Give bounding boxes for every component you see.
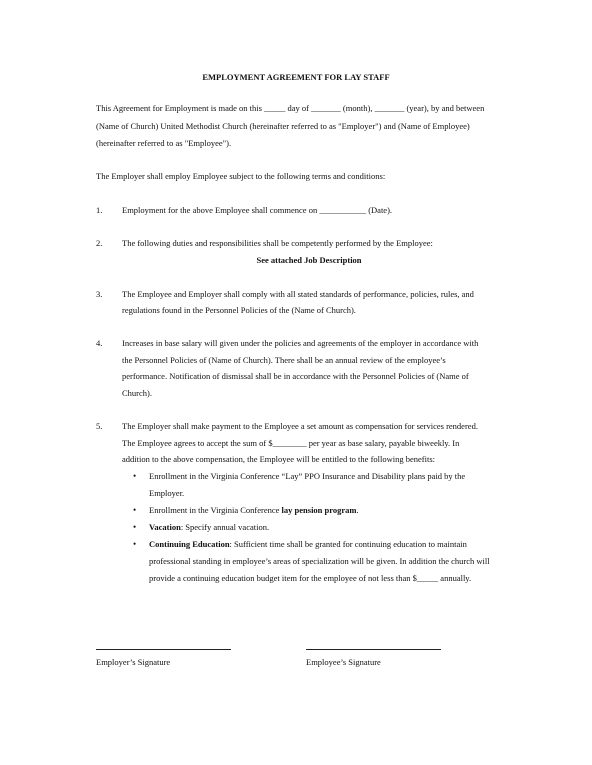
benefit-1-line-2: Employer. xyxy=(149,488,185,498)
item-3-line-1: The Employee and Employer shall comply with all stated standards of performance, policies, rules, and xyxy=(122,289,474,299)
benefit-4-first-rest: : Sufficient time shall be granted for continuing education to maintain xyxy=(229,539,467,549)
benefit-4-bold: Continuing Education xyxy=(149,539,230,549)
benefit-4-line-2: professional standing in employee’s areas of specialization will be given. In addition the church will xyxy=(149,556,490,566)
employee-signature-line[interactable] xyxy=(306,649,441,650)
bullet-2: • xyxy=(133,505,137,515)
benefit-2-suffix: . xyxy=(356,505,359,515)
item-number-3: 3. xyxy=(96,289,103,299)
intro-line-1: This Agreement for Employment is made on this _____ day of _______ (month), _______ (year), by and between xyxy=(96,103,485,113)
benefit-2 xyxy=(149,504,359,516)
employee-signature-label: Employee’s Signature xyxy=(306,657,381,667)
item-4-line-4: Church). xyxy=(122,388,152,398)
bullet-3: • xyxy=(133,522,137,532)
bullet-1: • xyxy=(133,471,137,481)
item-4-line-1: Increases in base salary will given under the policies and agreements of the employer in accordance with xyxy=(122,338,479,348)
job-description-note: See attached Job Description xyxy=(256,255,362,265)
item-4-line-2: the Personnel Policies of (Name of Church). There shall be an annual review of the employee’s xyxy=(122,355,446,365)
item-number-5: 5. xyxy=(96,421,103,431)
benefit-2-bold: lay pension program xyxy=(281,505,357,515)
item-number-1: 1. xyxy=(96,205,103,215)
item-1-line-1: Employment for the above Employee shall commence on ___________ (Date). xyxy=(122,205,393,215)
benefit-4-line-1 xyxy=(149,538,467,550)
item-4-line-3: performance. Notification of dismissal shall be in accordance with the Personnel Policies of (Name of xyxy=(122,371,469,381)
item-number-2: 2. xyxy=(96,238,103,248)
employer-signature-line[interactable] xyxy=(96,649,231,650)
item-number-4: 4. xyxy=(96,338,103,348)
item-5-line-1: The Employer shall make payment to the Employee a set amount as compensation for services rendered. xyxy=(122,421,478,431)
item-5-line-2: The Employee agrees to accept the sum of $________ per year as base salary, payable biweekly. In xyxy=(122,438,460,448)
terms-intro: The Employer shall employ Employee subject to the following terms and conditions: xyxy=(96,171,386,181)
bullet-4: • xyxy=(133,539,137,549)
benefit-3-bold: Vacation xyxy=(149,522,181,532)
item-2-line-1: The following duties and responsibilities shall be competently performed by the Employee: xyxy=(122,238,433,248)
benefit-3-rest: : Specify annual vacation. xyxy=(180,522,270,532)
benefit-1-line-1: Enrollment in the Virginia Conference “Lay” PPO Insurance and Disability plans paid by the xyxy=(149,471,466,481)
benefit-3 xyxy=(149,521,269,533)
item-3-line-2: regulations found in the Personnel Policies of the (Name of Church). xyxy=(122,305,356,315)
benefit-2-prefix: Enrollment in the Virginia Conference xyxy=(149,505,282,515)
item-5-line-3: addition to the above compensation, the Employee will be entitled to the following benefits: xyxy=(122,454,436,464)
intro-line-3: (hereinafter referred to as "Employee"). xyxy=(96,138,232,148)
employer-signature-label: Employer’s Signature xyxy=(96,657,171,667)
benefit-4-line-3: provide a continuing education budget item for the employee of not less than $_____ annually. xyxy=(149,573,472,583)
intro-line-2: (Name of Church) United Methodist Church (hereinafter referred to as "Employer") and (Name of Employee) xyxy=(96,121,470,131)
document-title: EMPLOYMENT AGREEMENT FOR LAY STAFF xyxy=(202,72,390,82)
